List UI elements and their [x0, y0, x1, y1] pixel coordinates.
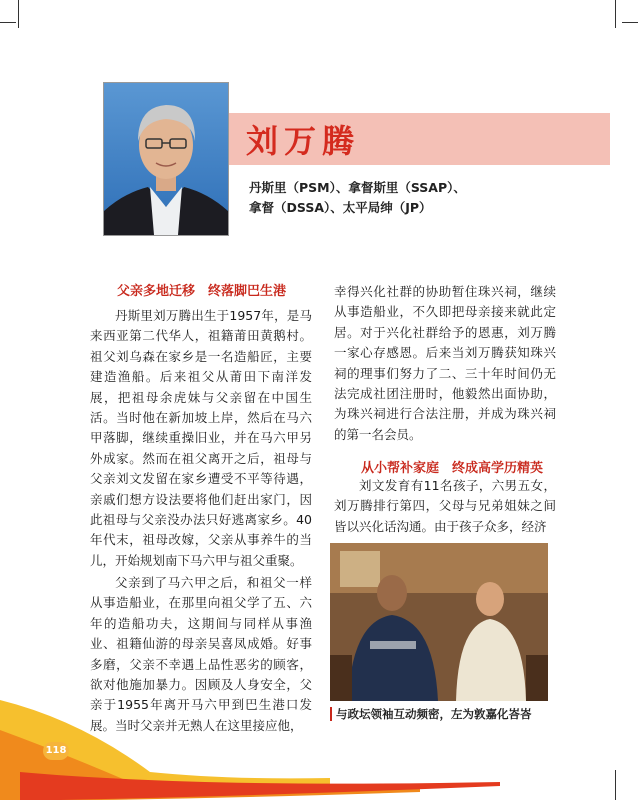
- decorative-swoosh: [0, 660, 638, 800]
- crop-mark: [622, 22, 638, 23]
- person-name: 刘万腾: [246, 122, 361, 160]
- section-heading: 父亲多地迁移 终落脚巴生港: [117, 284, 287, 299]
- honours-line: 丹斯里（PSM）、拿督斯里（SSAP）、: [249, 180, 466, 195]
- page-number: 118: [43, 742, 69, 760]
- crop-mark: [615, 0, 616, 28]
- crop-mark: [18, 0, 19, 28]
- body-paragraph: [334, 476, 556, 537]
- body-paragraph: [334, 282, 556, 445]
- honours-line: 拿督（DSSA）、太平局绅（JP）: [249, 200, 432, 215]
- body-paragraph: [90, 306, 312, 571]
- paragraph-text: 幸得兴化社群的协助暂住珠兴祠，继续从事造船业，不久即把母亲接来就此定居。对于兴化社群给予的恩惠，刘万腾一家心存感恩。后来当刘万腾获知珠兴祠的理事们努力了二、三十年时间仍无法完成社团注册时，他毅然出面协助，为珠兴祠进行合法注册，并成为珠兴祠的第一名会员。: [334, 284, 556, 442]
- section-heading: 从小帮补家庭 终成高学历精英: [361, 461, 544, 476]
- crop-mark: [0, 22, 16, 23]
- photo-caption: 与政坛领袖互动频密，左为敦嘉化峇峇: [336, 707, 532, 721]
- paragraph-text: 刘文发育有11名孩子，六男五女，刘万腾排行第四，父母与兄弟姐妹之间皆以兴化话沟通。由于孩子众多，经济: [334, 478, 556, 534]
- portrait-photo: [103, 82, 229, 236]
- honours-titles: [249, 178, 466, 218]
- paragraph-text: 父亲到了马六甲之后，和祖父一样从事造船业，在那里向祖父学了五、六年的造船功夫，这期间与同样从事渔业、祖籍仙游的母亲吴喜凤成婚。好事多磨，父亲不幸遇上品性恶劣的顾客，欲对他施加暴力。因顾及人身安全，父亲于1955年离开马六甲到巴生港口发展。当时父亲并无熟人在这里接应他，: [90, 575, 312, 733]
- paragraph-text: 丹斯里刘万腾出生于1957年，是马来西亚第二代华人，祖籍莆田黄鹅村。祖父刘乌森在家乡是一名造船匠，主要建造渔船。后来祖父从莆田下南洋发展，把祖母余虎妹与父亲留在中国生活。当时他在新加坡上岸，然后在马六甲落脚，继续重操旧业，并在马六甲另外成家。然而在祖父离开之后，祖母与父亲刘文发留在家乡遭受不平等待遇，亲戚们想方设法要将他们赶出家门，因此祖母与父亲没办法只好逃离家乡。40年代末，祖母改嫁，父亲从事养牛的当儿，开始规划南下马六甲与祖父重聚。: [90, 308, 312, 568]
